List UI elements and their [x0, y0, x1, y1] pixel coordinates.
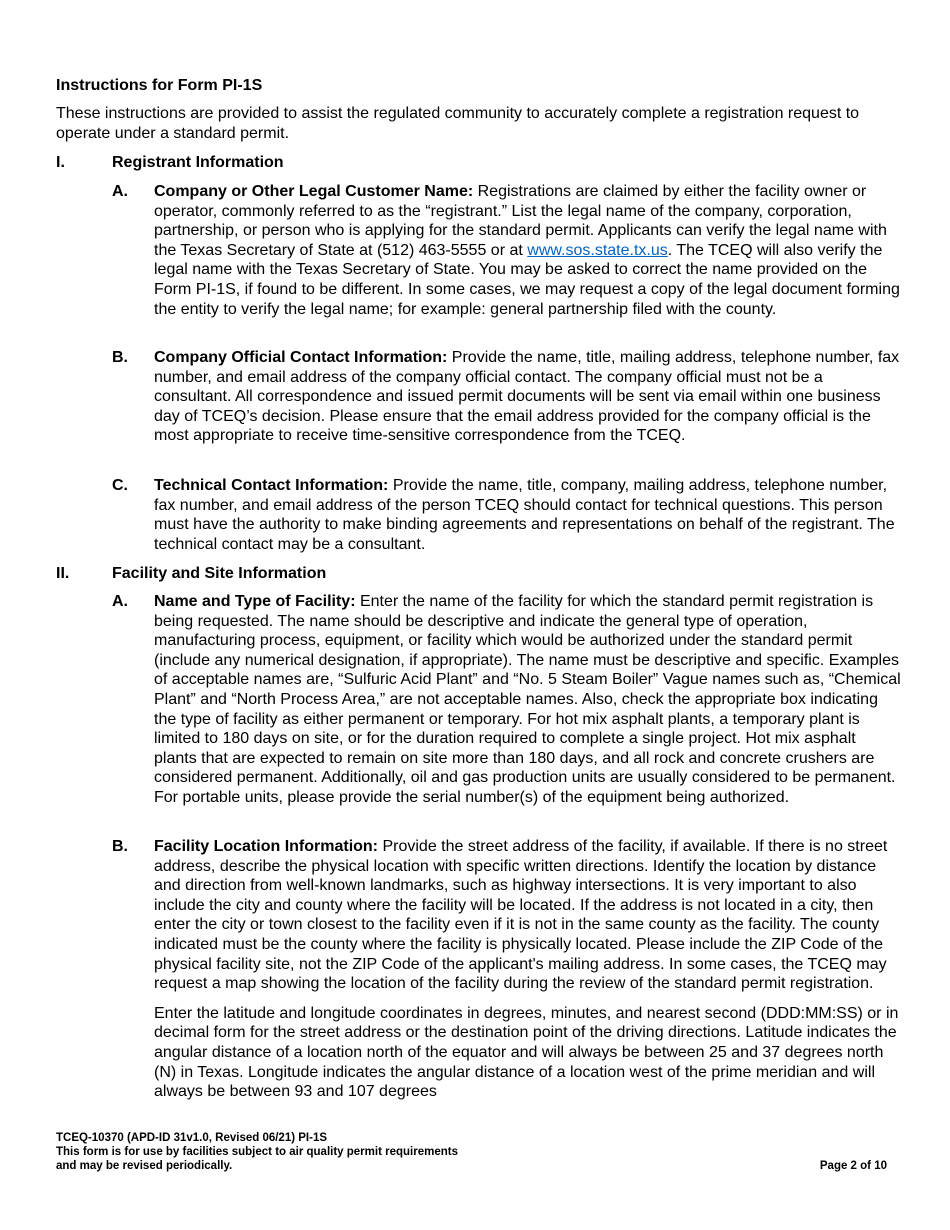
item-letter: B. [112, 349, 128, 366]
item-facility-name-type [112, 592, 902, 808]
footer-form-id: TCEQ-10370 (APD-ID 31v1.0, Revised 06/21) PI-1S [56, 1132, 328, 1144]
item-letter: C. [112, 477, 128, 494]
item-facility-location [112, 837, 902, 1102]
section-title: Registrant Information [112, 154, 284, 171]
sos-website-link[interactable]: www.sos.state.tx.us [527, 241, 668, 259]
section-number: I. [56, 154, 65, 171]
item-company-name [112, 182, 902, 319]
item-lead: Name and Type of Facility: [154, 593, 356, 610]
item-letter: A. [112, 593, 128, 610]
section-title: Facility and Site Information [112, 565, 327, 582]
item-text: Enter the name of the facility for which the standard permit registration is being requested. The name should be descriptive and indicate the general type of operation, manufacturing process, equipment, or facility which would be authorized under the standard permit (include any numerical designation, if appropriate). The name must be descriptive and specific. Examples of acceptable names are, “Sulfuric Acid Plant” and “No. 5 Steam Boiler” Vague names such as, “Chemical Plant” and “North Process Area,” are not acceptable names. Also, check the appropriate box indicating the type of facility as either permanent or temporary. For hot mix asphalt plants, a temporary plant is limited to 180 days on site, or for the duration required to complete a single project. Hot mix asphalt plants that are expected to remain on site more than 180 days, and all rock and concrete crushers are considered permanent. Additionally, oil and gas production units are usually considered to be permanent. For portable units, please provide the serial number(s) of the equipment being authorized. [154, 593, 901, 806]
item-lead: Technical Contact Information: [154, 477, 389, 494]
item-text: Provide the name, title, company, mailing address, telephone number, fax number, and email address of the person TCEQ should contact for technical questions. This person must have the authority to make binding agreements and representations on behalf of the registrant. The technical contact may be a consultant. [154, 477, 895, 553]
footer-usage-note: This form is for use by facilities subject to air quality permit requirements [56, 1146, 458, 1158]
section-number: II. [56, 565, 70, 582]
item-lead: Company Official Contact Information: [154, 349, 448, 366]
item-letter: B. [112, 838, 128, 855]
footer-revision-note: and may be revised periodically. [56, 1160, 233, 1172]
item-text: Provide the name, title, mailing address, telephone number, fax number, and email address of the company official contact. The company official must not be a consultant. All correspondence and issued permit documents will be sent via email within one business day of TCEQ’s decision. Please ensure that the email address provided for the company official is the most appropriate to receive time-sensitive correspondence from the TCEQ. [154, 349, 900, 445]
item-paragraph-coordinates: Enter the latitude and longitude coordinates in degrees, minutes, and nearest second (DDD:MM:SS) or in decimal form for the street address or the destination point of the driving directions. Latitude indicates the angular distance of a location north of the equator and will always be between 25 and 37 degrees north (N) in Texas. Longitude indicates the angular distance of a location west of the prime meridian and will always be between 93 and 107 degrees [154, 1004, 899, 1101]
page-number: Page 2 of 10 [819, 1160, 887, 1172]
item-text: Registrations are claimed by either the facility owner or operator, commonly referred to as the “registrant.” List the legal name of the company, corporation, partnership, or person who is applying for the standard permit. Applicants can verify the legal name with the Texas Secretary of State at (512) 463-5555 or at [154, 183, 887, 259]
item-text-continued: . The TCEQ will also verify the legal name with the Texas Secretary of State. You may be asked to correct the name provided on the Form PI-1S, if found to be different. In some cases, we may request a copy of the legal document forming the entity to verify the legal name; for example: general partnership filed with the county. [154, 241, 900, 318]
item-lead: Facility Location Information: [154, 838, 379, 855]
item-letter: A. [112, 183, 128, 200]
intro-paragraph: These instructions are provided to assist the regulated community to accurately complete a registration request to operate under a standard permit. [56, 105, 860, 142]
item-text: Provide the street address of the facility, if available. If there is no street address, describe the physical location with specific written directions. Identify the location by distance and direction from well-known landmarks, such as highway intersections. It is very important to also include the city and county where the facility will be located. If the address is not located in a city, then enter the city or town closest to the facility even if it is not in the same county as the facility. The county indicated must be the county where the facility is physically located. Please include the ZIP Code of the physical facility site, not the ZIP Code of the applicant's mailing address. In some cases, the TCEQ may request a map showing the location of the facility during the review of the standard permit registration. [154, 838, 888, 993]
item-lead: Company or Other Legal Customer Name: [154, 183, 474, 200]
item-technical-contact [112, 476, 902, 554]
item-company-official [112, 348, 902, 446]
footer-form-info [56, 1131, 458, 1173]
page-title: Instructions for Form PI-1S [56, 77, 263, 94]
